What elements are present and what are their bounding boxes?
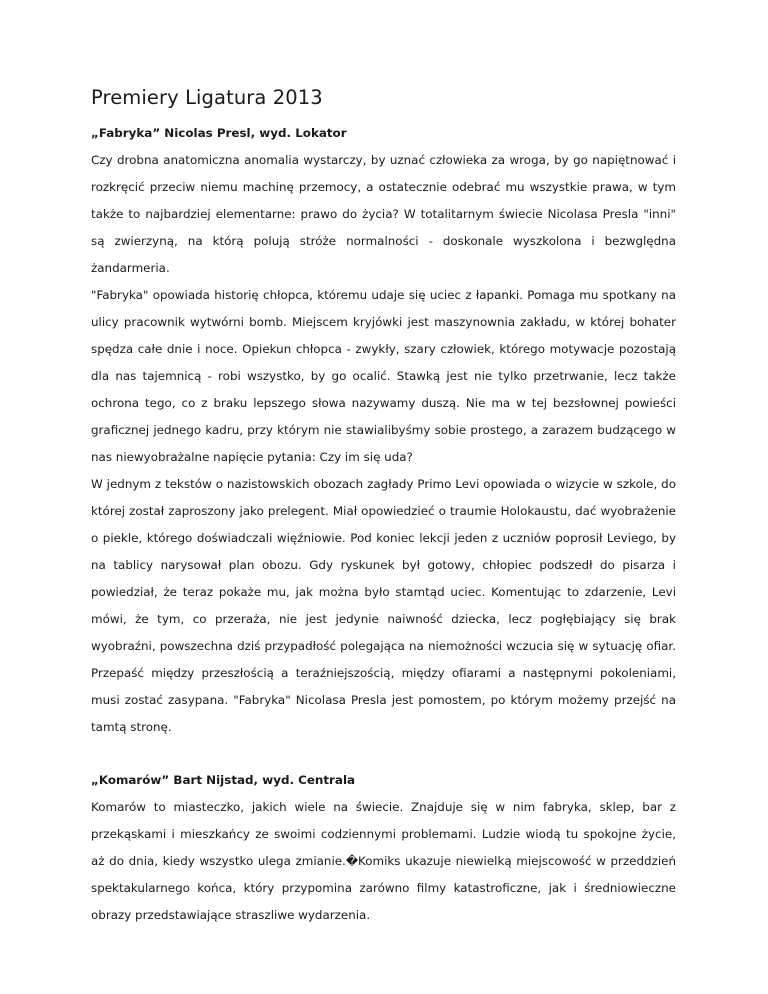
section-heading: „Komarów” Bart Nijstad, wyd. Centrala (91, 773, 356, 787)
paragraph: Komarów to miasteczko, jakich wiele na świecie. Znajduje się w nim fabryka, sklep, bar z przekąskami i mieszkańcy ze swoimi codziennymi problemami. Ludzie wiodą tu spokojne życie, aż do dnia, kiedy wszystko ulega zmianie.�Komiks ukazuje niewielką miejscowość w przeddzień spektakularnego końca, który przypomina zarówno filmy katastroficzne, jak i średniowieczne obrazy przedstawiające straszliwe wydarzenia. (91, 800, 676, 922)
section-spacer (91, 741, 676, 767)
paragraph: "Fabryka" opowiada historię chłopca, któremu udaje się uciec z łapanki. Pomaga mu spotkany na ulicy pracownik wytwórni bomb. Miejscem kryjówki jest maszynownia zakładu, w której bohater spędza całe dnie i noce. Opiekun chłopca - zwykły, szary człowiek, którego motywacje pozostają dla nas tajemnicą - robi wszystko, by go ocalić. Stawką jest nie tylko przetrwanie, lecz także ochrona tego, co z braku lepszego słowa nazywamy duszą. Nie ma w tej bezsłownej powieści graficznej jednego kadru, przy którym nie stawialibyśmy sobie prostego, a zarazem budzącego w nas niewyobrażalne napięcie pytania: Czy im się uda? (91, 288, 676, 464)
paragraph: Czy drobna anatomiczna anomalia wystarczy, by uznać człowieka za wroga, by go napiętnować i rozkręcić przeciw niemu machinę przemocy, a ostatecznie odebrać mu wszystkie prawa, w tym także to najbardziej elementarne: prawo do życia? W totalitarnym świecie Nicolasa Presla "inni" są zwierzyną, na którą polują stróże normalności - doskonale wyszkolona i bezwględna żandarmeria. (91, 153, 676, 275)
paragraph: W jednym z tekstów o nazistowskich obozach zagłady Primo Levi opowiada o wizycie w szkole, do której został zaproszony jako prelegent. Miał opowiedzieć o traumie Holokaustu, dać wyobrażenie o piekle, którego doświadczali więźniowie. Pod koniec lekcji jeden z uczniów poprosił Leviego, by na tablicy narysował plan obozu. Gdy ryskunek był gotowy, chłopiec podszedł do pisarza i powiedział, że teraz pokaże mu, jak można było stamtąd uciec. Komentując to zdarzenie, Levi mówi, że tym, co przeraża, nie jest jedynie naiwność dziecka, lecz pogłębiający się brak wyobraźni, powszechna dziś przypadłość polegająca na niemożności wczucia się w sytuację ofiar. Przepaść między przeszłością a teraźniejszością, między ofiarami a następnymi pokoleniami, musi zostać zasypana. "Fabryka" Nicolasa Presla jest pomostem, po którym możemy przejść na tamtą stronę. (91, 477, 676, 734)
document-title: Premiery Ligatura 2013 (91, 86, 323, 109)
section-fabryka (91, 120, 676, 741)
section-komarow (91, 767, 676, 929)
document-page (91, 84, 676, 929)
section-heading: „Fabryka” Nicolas Presl, wyd. Lokator (91, 126, 347, 140)
